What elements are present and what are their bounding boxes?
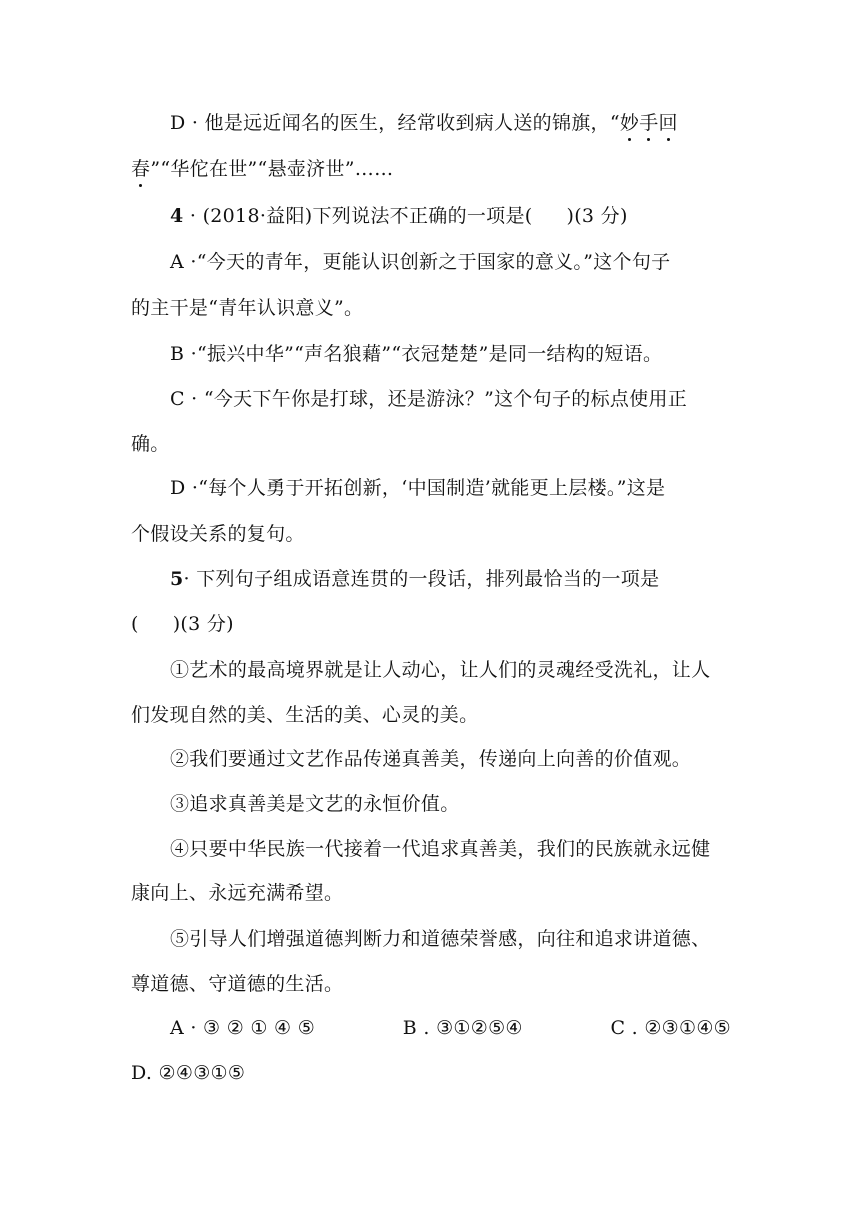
q4-option-c-line-2: 确。 [131,433,170,455]
q5-sentence-1-line-2: 们发现自然的美、生活的美、心灵的美。 [131,704,479,726]
q4-option-d-line-1: D ·“每个人勇于开拓创新，‘中国制造’就能更上层楼。”这是 [170,477,666,499]
q5-stem-line-1 [170,565,731,593]
q4-score: )(3 分) [566,205,628,227]
q5-sentence-5-line-1: ⑤引导人们增强道德判断力和道德荣誉感，向往和追求讲道德、 [170,928,711,950]
q5-sentence-4-line-1: ④只要中华民族一代接着一代追求真善美，我们的民族就永远健 [170,838,711,860]
q4-option-a-line-2: 的主干是“青年认识意义”。 [131,297,364,319]
q4-option-a-line-1: A ·“今天的青年，更能认识创新之于国家的意义。”这个句子 [170,251,671,273]
emphasis-char: 回 [658,112,678,134]
q5-score: )(3 分) [172,613,234,635]
q4-option-b: B ·“振兴中华”“声名狼藉”“衣冠楚楚”是同一结构的短语。 [170,343,663,365]
q5-stem-text: · 下列句子组成语意连贯的一段话，排列最恰当的一项是 [183,568,660,590]
q4-source: (2018·益阳) [202,205,313,227]
q4-option-c-line-1: C · “今天下午你是打球，还是游泳？”这个句子的标点使用正 [170,388,688,410]
q5-option-b: B . ③①②⑤④ [402,1017,523,1039]
emphasis-char: 春 [131,158,151,180]
q3-option-d-line-2 [131,155,731,183]
q4-stem-text: 下列说法不正确的一项是( [312,205,533,227]
q5-paren-open: ( [131,613,139,635]
q5-option-c: C . ②③①④⑤ [610,1017,731,1039]
q4-option-d-line-2: 个假设关系的复句。 [131,523,305,545]
q3-option-d-text: D · 他是远近闻名的医生，经常收到病人送的锦旗，“ [170,112,620,134]
q5-sentence-2: ②我们要通过文艺作品传递真善美，传递向上向善的价值观。 [170,748,692,770]
q5-option-a: A · ③ ② ① ④ ⑤ [170,1017,316,1039]
emphasis-char: 妙 [619,112,640,134]
q5-number: 5 [170,568,184,590]
q4-number: 4 [170,205,184,227]
q5-options-row [170,1014,731,1042]
q5-option-d: D. ②④③①⑤ [131,1062,246,1084]
q3-option-d-line-1 [170,109,731,137]
q5-sentence-3: ③追求真善美是文艺的永恒价值。 [170,793,460,815]
q5-stem-line-2 [131,610,731,638]
q3-option-d-text-cont: ”“华佗在世”“悬壶济世”…… [150,158,394,180]
emphasis-char: 手 [639,112,659,134]
q5-sentence-5-line-2: 尊道德、守道德的生活。 [131,973,344,995]
q5-sentence-1-line-1: ①艺术的最高境界就是让人动心，让人们的灵魂经受洗礼，让人 [170,659,711,681]
q4-stem: 4 · (2018·益阳)下列说法不正确的一项是( )(3 分) [170,205,628,227]
q5-sentence-4-line-2: 康向上、永远充满希望。 [131,882,344,904]
